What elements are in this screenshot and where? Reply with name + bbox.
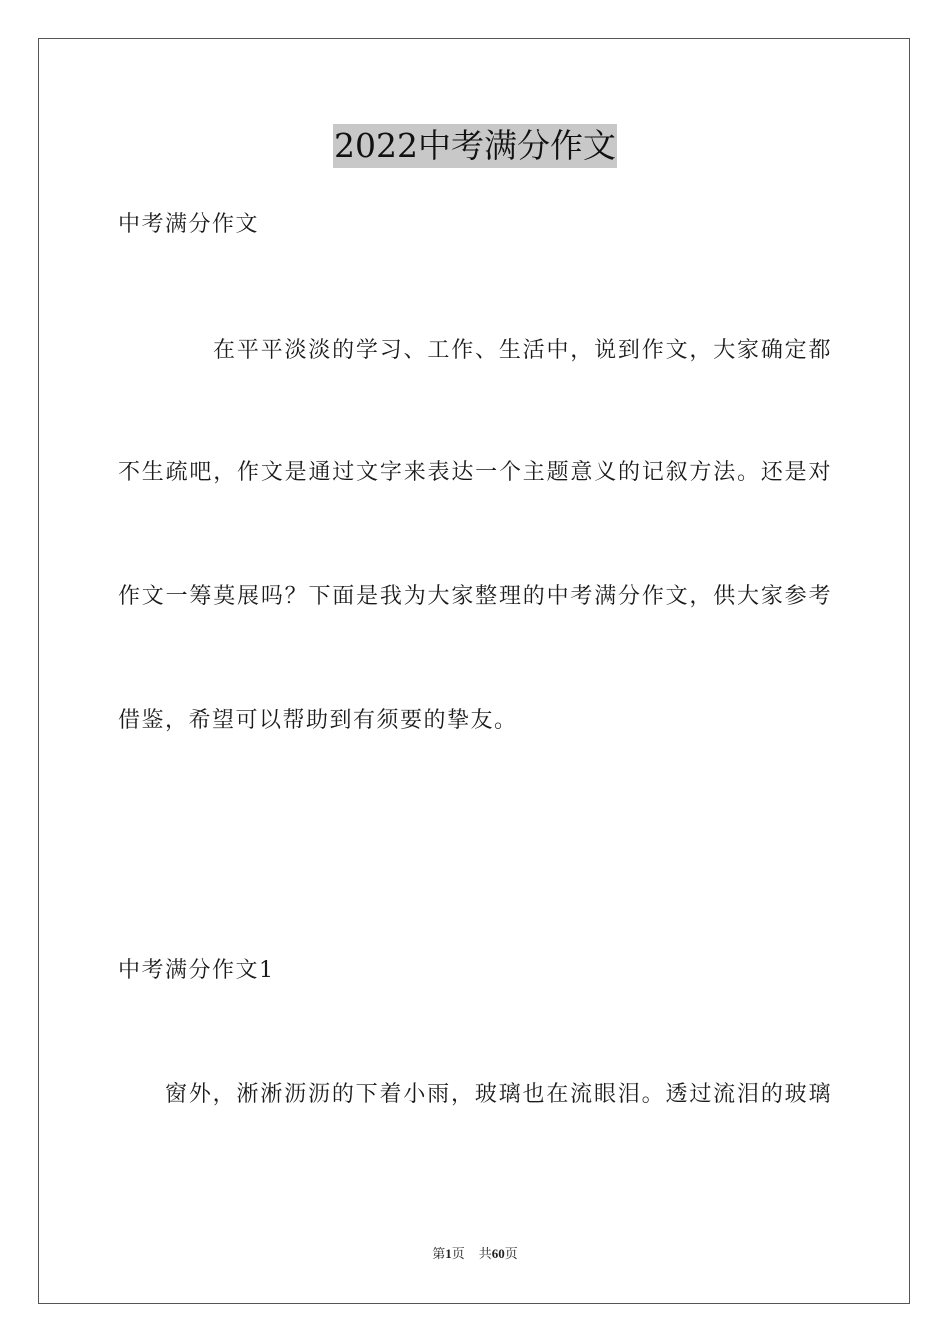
intro-line-2: 不生疏吧，作文是通过文字来表达一个主题意义的记叙方法。还是对 — [118, 460, 832, 485]
page-footer — [0, 1245, 950, 1263]
footer-page-prefix: 第 — [432, 1246, 446, 1261]
footer-page-total: 60 — [491, 1246, 505, 1261]
intro-line-4: 借鉴，希望可以帮助到有须要的挚友。 — [118, 708, 518, 733]
document-subtitle: 中考满分作文 — [118, 212, 260, 237]
footer-page-unit: 页 — [451, 1246, 465, 1261]
intro-line-1: 在平平淡淡的学习、工作、生活中，说到作文，大家确定都 — [213, 338, 832, 363]
intro-line-3: 作文一筹莫展吗？下面是我为大家整理的中考满分作文，供大家参考 — [118, 584, 832, 609]
footer-total-prefix: 共 — [478, 1246, 492, 1261]
footer-total-unit: 页 — [504, 1246, 518, 1261]
footer-page-current: 1 — [445, 1246, 452, 1261]
section-line-1: 窗外，淅淅沥沥的下着小雨，玻璃也在流眼泪。透过流泪的玻璃 — [165, 1082, 832, 1107]
document-title: 2022中考满分作文 — [333, 124, 617, 168]
title-container — [0, 124, 950, 168]
section-heading: 中考满分作文1 — [118, 958, 275, 983]
